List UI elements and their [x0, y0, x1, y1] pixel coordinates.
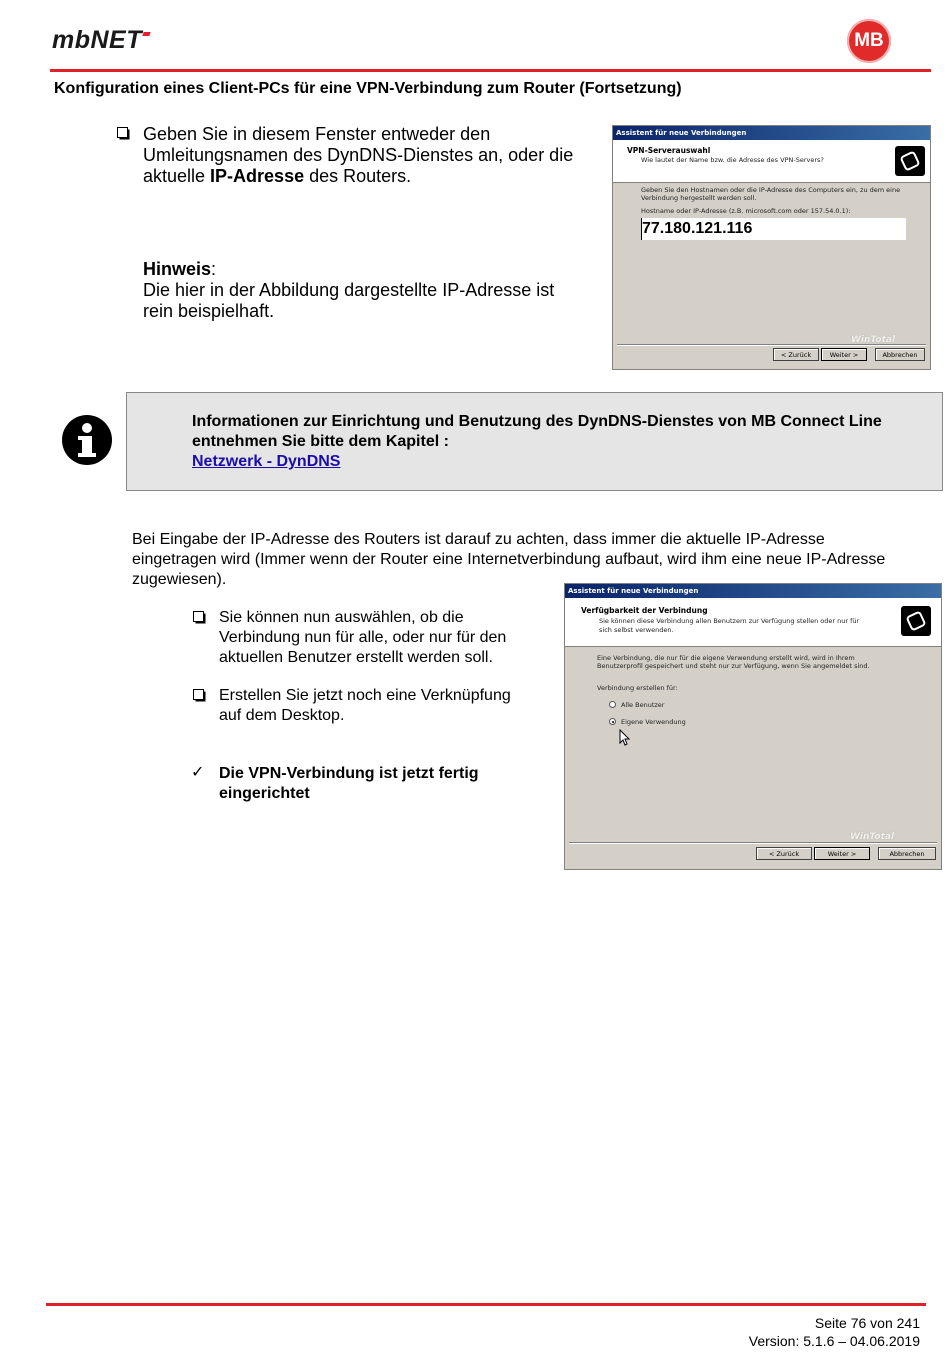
hint-block: Hinweis: Die hier in der Abbildung dargestellte IP-Adresse ist rein beispielhaft.	[143, 259, 555, 321]
mbnet-logo: mbNET	[52, 26, 150, 55]
header-divider	[50, 69, 931, 72]
next-button[interactable]: Weiter >	[814, 847, 870, 860]
checkmark-icon: ✓	[191, 764, 205, 781]
wintotal-watermark: WinTotal	[850, 832, 895, 842]
hostname-input[interactable]: 77.180.121.116	[641, 218, 906, 240]
dialog-description: Eine Verbindung, die nur für die eigene Verwendung erstellt wird, wird in Ihrem Benutzerprofil gespeichert und steht nur zur Verfügung, wenn Sie angemeldet sind.	[597, 654, 870, 670]
version-info: Version: 5.1.6 – 04.06.2019	[748, 1333, 920, 1349]
dialog-heading: Verfügbarkeit der Verbindung	[581, 606, 708, 615]
dyndns-chapter-link[interactable]: Netzwerk - DynDNS	[192, 453, 341, 470]
done-text: Die VPN-Verbindung ist jetzt fertig eingerichtet	[219, 765, 479, 802]
create-for-label: Verbindung erstellen für:	[597, 684, 678, 692]
cancel-button[interactable]: Abbrechen	[875, 348, 925, 361]
network-connection-icon	[895, 146, 925, 176]
page-number: Seite 76 von 241	[814, 1315, 920, 1331]
radio-own-use-label: Eigene Verwendung	[621, 718, 686, 726]
mouse-cursor-icon	[619, 729, 631, 747]
dialog-subheading: Sie können diese Verbindung allen Benutzern zur Verfügung stellen oder nur für sich selbst verwenden.	[599, 617, 860, 634]
hint-label: Hinweis	[143, 259, 212, 279]
next-button[interactable]: Weiter >	[821, 348, 867, 361]
wintotal-watermark: WinTotal	[851, 335, 896, 345]
dialog-separator	[569, 842, 937, 843]
radio-all-users[interactable]	[609, 701, 616, 708]
cancel-button[interactable]: Abbrechen	[878, 847, 936, 860]
back-button[interactable]: < Zurück	[773, 348, 819, 361]
step2-text: Sie können nun auswählen, ob die Verbindung nun für alle, oder nur für den aktuellen Benutzer erstellt werden soll.	[219, 609, 507, 666]
connection-availability-dialog-screenshot	[564, 583, 942, 870]
checkbox-bullet-icon	[193, 611, 204, 622]
hostname-label: Hostname oder IP-Adresse (z.B. microsoft.com oder 157.54.0.1):	[641, 207, 851, 215]
dialog-heading: VPN-Serverauswahl	[627, 146, 711, 155]
info-icon	[62, 415, 112, 465]
vpn-server-dialog-screenshot	[612, 125, 931, 370]
section-title: Konfiguration eines Client-PCs für eine VPN-Verbindung zum Router (Fortsetzung)	[54, 80, 682, 97]
info-text: Informationen zur Einrichtung und Benutzung des DynDNS-Dienstes von MB Connect Line entnehmen Sie bitte dem Kapitel : Netzwerk - DynDNS	[192, 413, 882, 470]
footer-divider	[46, 1303, 926, 1306]
dialog-description: Geben Sie den Hostnamen oder die IP-Adresse des Computers ein, zu dem eine Verbindung hergestellt werden soll.	[641, 186, 901, 202]
step3-text: Erstellen Sie jetzt noch eine Verknüpfung auf dem Desktop.	[219, 687, 511, 724]
network-connection-icon	[901, 606, 931, 636]
checkbox-bullet-icon	[117, 127, 128, 138]
checkbox-bullet-icon	[193, 689, 204, 700]
mb-logo-badge: MB	[847, 19, 891, 63]
back-button[interactable]: < Zurück	[756, 847, 812, 860]
step1-text: Geben Sie in diesem Fenster entweder den Umleitungsnamen des DynDNS-Dienstes an, oder die aktuelle IP-Adresse des Routers.	[143, 124, 574, 186]
dialog-titlebar: Assistent für neue Verbindungen	[565, 584, 941, 598]
ip-note-paragraph: Bei Eingabe der IP-Adresse des Routers ist darauf zu achten, dass immer die aktuelle IP-Adresse eingetragen wird (Immer wenn der Router eine Internetverbindung aufbaut, wird ihm eine neue IP-Adresse zugewiesen).	[132, 531, 886, 588]
dialog-titlebar: Assistent für neue Verbindungen	[613, 126, 930, 140]
dialog-subheading: Wie lautet der Name bzw. die Adresse des VPN-Servers?	[641, 156, 824, 164]
radio-own-use[interactable]	[609, 718, 616, 725]
radio-all-users-label: Alle Benutzer	[621, 701, 665, 709]
